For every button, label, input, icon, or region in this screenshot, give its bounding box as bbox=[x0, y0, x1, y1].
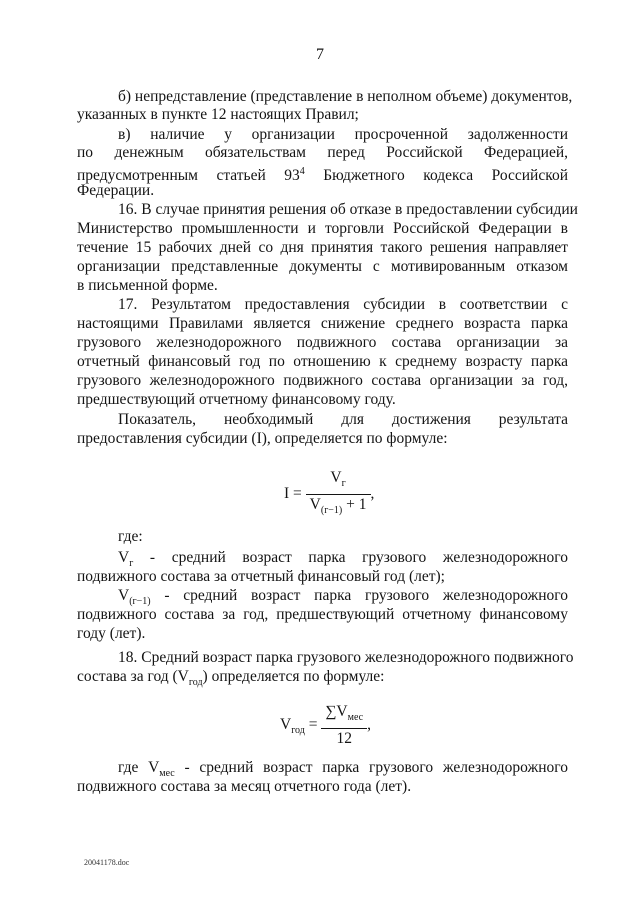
definition-v-previous: $V_{(г-1)}$ - средний возраст парка грузового железнодорожного bbox=[118, 587, 568, 608]
text-line: подвижного состава за месяц отчетного года (лет). bbox=[77, 778, 412, 795]
text-line: подвижного состава за год, предшествующий отчетному финансовому bbox=[77, 606, 568, 623]
text-line: Показатель, необходимый для достижения результата bbox=[118, 411, 568, 428]
text-line: 18. Средний возраст парка грузового железнодорожного подвижного bbox=[118, 649, 574, 666]
formula-indicator-i bbox=[284, 468, 374, 521]
text-line: указанных в пункте 12 настоящих Правил; bbox=[77, 106, 359, 123]
text-line: предоставления субсидии (I), определяется по формуле: bbox=[77, 430, 448, 447]
formula2-comma: , bbox=[367, 716, 371, 734]
text-line-vgod-intro: состава за год $(V_{год})$ определяется по формуле: bbox=[77, 668, 385, 689]
line-93-part-b: Бюджетного кодекса Российской bbox=[304, 167, 568, 185]
definition-v-current: $V_г$ - средний возраст парка грузового железнодорожного bbox=[118, 549, 568, 570]
text-line: по денежным обязательствам перед Российской Федерацией, bbox=[77, 144, 568, 161]
formula-average-age-year: $V_{год}$ = $\frac{\sum V_{мес}}{12}$ , bbox=[280, 703, 371, 748]
text-line: течение 15 рабочих дней со дня принятия такого решения направляет bbox=[77, 239, 568, 256]
text-line: подвижного состава за отчетный финансовый год (лет); bbox=[77, 568, 445, 585]
text-line: где: bbox=[118, 528, 143, 545]
text-line: настоящими Правилами является снижение среднего возраста парка bbox=[77, 315, 568, 332]
text-line: предшествующий отчетному финансовому году. bbox=[77, 391, 396, 408]
formula1-comma: , bbox=[370, 485, 375, 503]
file-name-footer: 20041178.doc bbox=[84, 858, 130, 867]
page-number: 7 bbox=[316, 46, 324, 63]
formula1-numerator: $V_г$ bbox=[306, 468, 371, 495]
formula1-denominator: $V_{(г-1)} + 1$ bbox=[309, 496, 367, 517]
text-line: организации представленные документы с мотивированным отказом bbox=[77, 258, 568, 275]
superscript-4: 4 bbox=[299, 166, 305, 177]
text-line: в письменной форме. bbox=[77, 277, 218, 294]
text-line: 16. В случае принятия решения об отказе в предоставлении субсидии bbox=[118, 201, 578, 218]
formula1-fraction bbox=[306, 468, 371, 521]
text-line: отчетный финансовый год по отношению к среднему возрасту парка bbox=[77, 353, 568, 370]
formula2-numerator: $\sum V_{мес}$ bbox=[321, 702, 367, 729]
text-line: грузового железнодорожного подвижного состава организации за год, bbox=[77, 372, 568, 389]
text-line: в) наличие у организации просроченной задолженности bbox=[118, 126, 568, 143]
text-line: б) непредставление (представление в неполном объеме) документов, bbox=[118, 88, 573, 105]
text-line: Министерство промышленности и торговли Российской Федерации в bbox=[77, 220, 568, 237]
formula1-lhs: I = bbox=[284, 485, 302, 503]
text-line: 17. Результатом предоставления субсидии в соответствии с bbox=[118, 296, 568, 313]
definition-v-month: где $V_{мес}$ - средний возраст парка грузового железнодорожного bbox=[118, 759, 568, 780]
formula2-denominator: 12 bbox=[336, 730, 352, 748]
formula2-fraction bbox=[321, 702, 367, 749]
text-line-article-93 bbox=[77, 163, 568, 185]
text-line: году (лет). bbox=[77, 625, 146, 642]
text-line: грузового железнодорожного подвижного состава организации за bbox=[77, 334, 568, 351]
text-line: Федерации. bbox=[77, 182, 155, 199]
line-93-part-a: предусмотренным статьей 93 bbox=[77, 167, 300, 185]
